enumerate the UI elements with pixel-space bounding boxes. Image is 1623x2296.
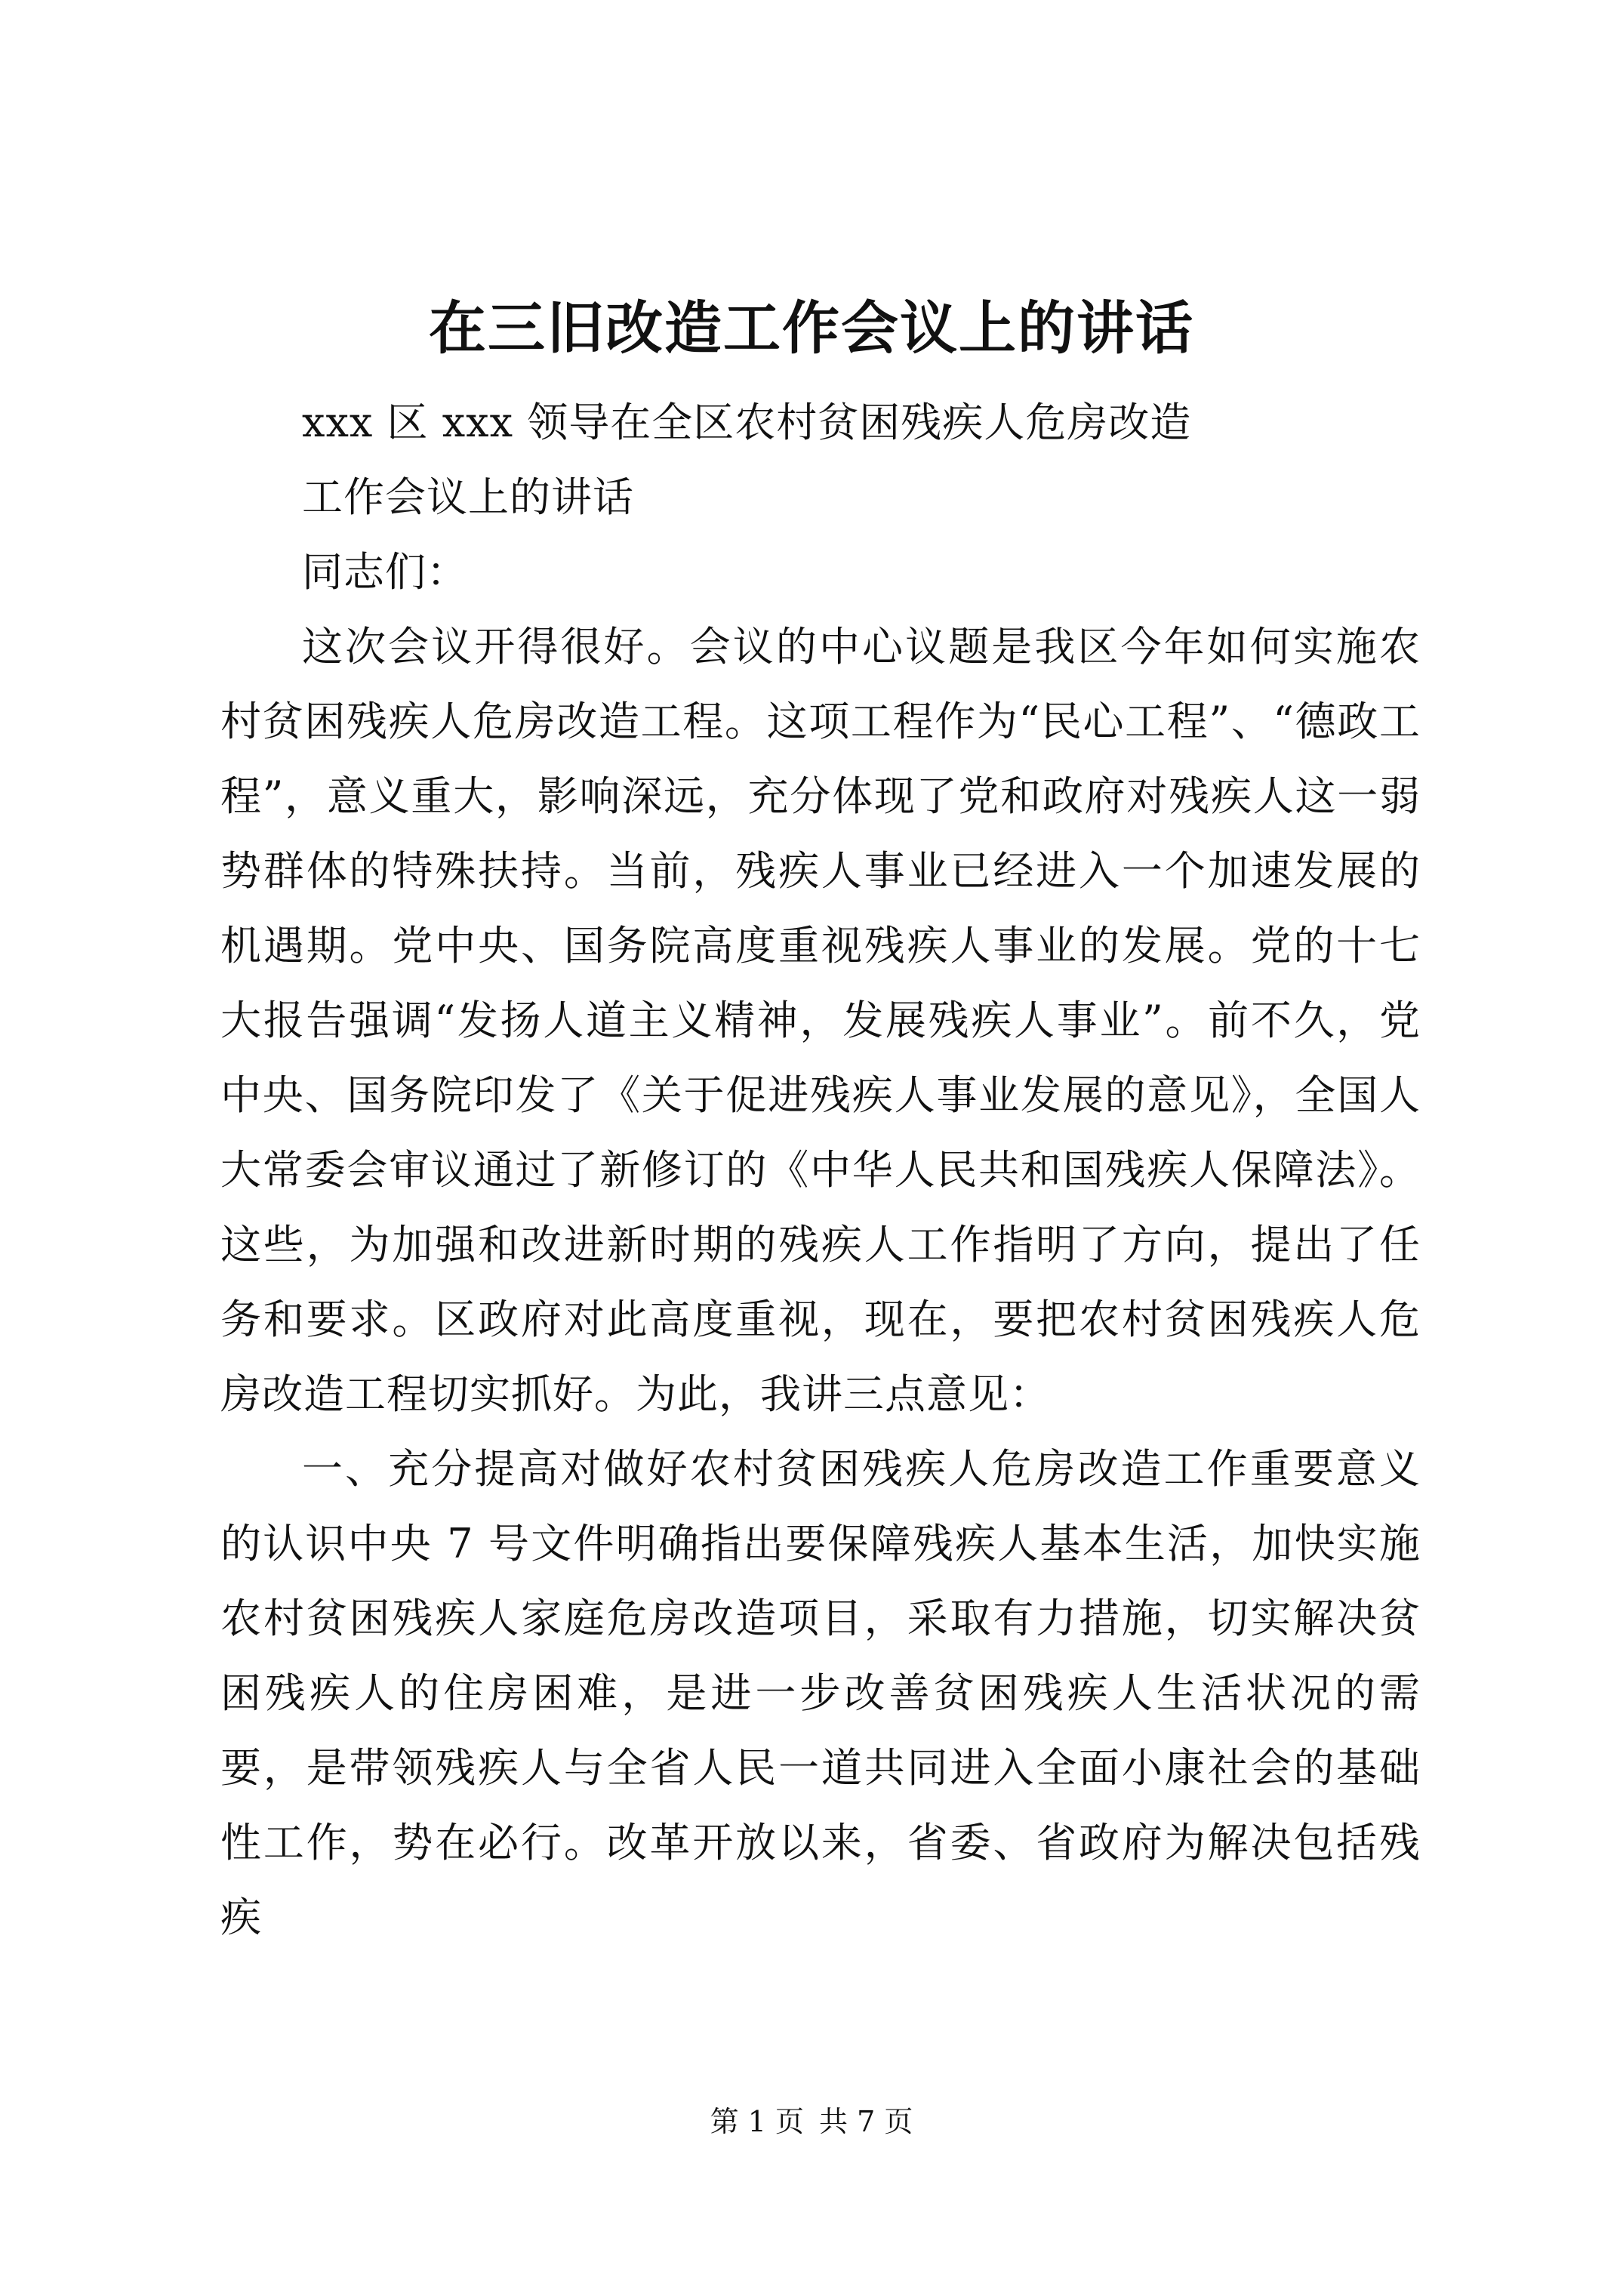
page-total: 共 7 页 xyxy=(819,2105,913,2138)
paragraph-intro: 这次会议开得很好。会议的中心议题是我区今年如何实施农村贫困残疾人危房改造工程。这项工程作为“民心工程”、“德政工程”，意义重大，影响深远，充分体现了党和政府对残疾人这一弱势群体的特殊扶持。当前，残疾人事业已经进入一个加速发展的机遇期。党中央、国务院高度重视残疾人事业的发展。党的十七大报告强调“发扬人道主义精神，发展残疾人事业”。前不久，党中央、国务院印发了《关于促进残疾人事业发展的意见》，全国人大常委会审议通过了新修订的《中华人民共和国残疾人保障法》。这些，为加强和改进新时期的残疾人工作指明了方向，提出了任务和要求。区政府对此高度重视，现在，要把农村贫困残疾人危房改造工程切实抓好。为此，我讲三点意见： xyxy=(220,623,1421,1418)
page-footer xyxy=(0,2099,1623,2144)
page-number: 第 1 页 xyxy=(710,2105,804,2138)
subtitle-line-1: xxx 区 xxx 领导在全区农村贫困残疾人危房改造 xyxy=(302,399,1192,446)
paragraph-point-one: 一、充分提高对做好农村贫困残疾人危房改造工作重要意义的认识中央 7 号文件明确指出要保障残疾人基本生活，加快实施农村贫困残疾人家庭危房改造项目，采取有力措施，切实解决贫困残疾人的住房困难，是进一步改善贫困残疾人生活状况的需要，是带领残疾人与全省人民一道共同进入全面小康社会的基础性工作，势在必行。改革开放以来，省委、省政府为解决包括残疾 xyxy=(220,1445,1421,1941)
salutation: 同志们： xyxy=(302,548,468,596)
document-body xyxy=(220,385,1421,1955)
document-title: 在三旧改造工作会议上的讲话 xyxy=(429,294,1194,362)
subtitle-line-2: 工作会议上的讲话 xyxy=(302,473,634,521)
